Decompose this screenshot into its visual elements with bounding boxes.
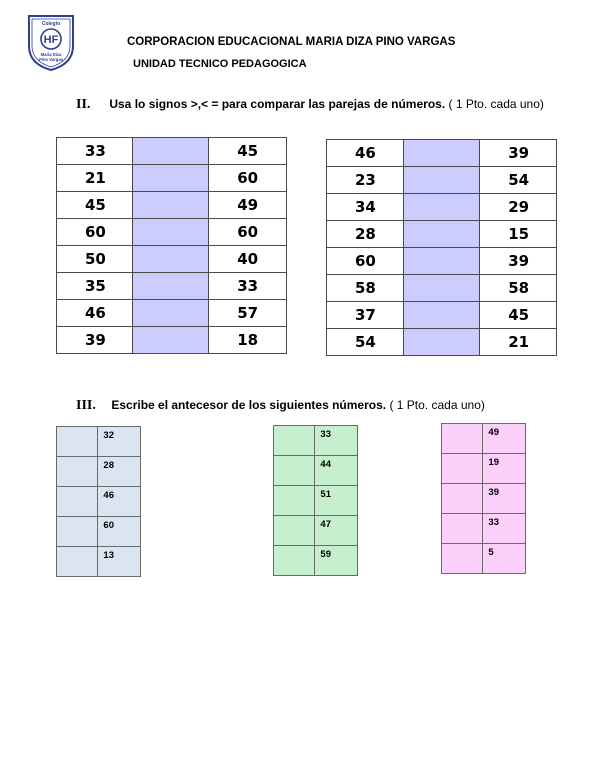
right-number: 15 [480,221,557,248]
compare-row [57,165,287,192]
predecessor-answer-cell[interactable] [57,547,98,577]
answer-sign-cell[interactable] [132,138,208,165]
compare-row [57,273,287,300]
predecessor-answer-cell[interactable] [442,454,483,484]
predecessor-answer-cell[interactable] [442,484,483,514]
predecessor-row [442,514,526,544]
right-number: 54 [480,167,557,194]
answer-sign-cell[interactable] [132,273,208,300]
predecessor-row [57,487,141,517]
given-number: 44 [315,456,358,486]
right-number: 40 [209,246,287,273]
compare-row [327,275,557,302]
left-number: 39 [57,327,133,354]
predecessor-answer-cell[interactable] [442,514,483,544]
given-number: 33 [483,514,526,544]
right-number: 39 [480,248,557,275]
left-number: 46 [57,300,133,327]
given-number: 19 [483,454,526,484]
given-number: 5 [483,544,526,574]
answer-sign-cell[interactable] [403,140,479,167]
predecessor-answer-cell[interactable] [442,424,483,454]
left-number: 60 [57,219,133,246]
predecessor-row [274,456,358,486]
given-number: 47 [315,516,358,546]
answer-sign-cell[interactable] [403,221,479,248]
answer-sign-cell[interactable] [403,302,479,329]
left-number: 54 [327,329,404,356]
left-number: 34 [327,194,404,221]
compare-row [57,219,287,246]
predecessor-table-3 [441,423,526,574]
predecessor-row [57,457,141,487]
compare-table-left [56,137,287,354]
predecessor-answer-cell[interactable] [274,426,315,456]
compare-row [57,246,287,273]
right-number: 60 [209,165,287,192]
predecessor-answer-cell[interactable] [274,546,315,576]
given-number: 59 [315,546,358,576]
answer-sign-cell[interactable] [403,194,479,221]
section2-heading [76,97,544,113]
right-number: 49 [209,192,287,219]
section2-number: II. [76,97,91,112]
logo-top-text: Colegio [41,21,61,27]
predecessor-table-1 [56,426,141,577]
school-logo [26,12,76,72]
compare-row [327,248,557,275]
right-number: 60 [209,219,287,246]
compare-row [327,194,557,221]
predecessor-answer-cell[interactable] [274,486,315,516]
compare-row [57,327,287,354]
section3-number: III. [76,398,96,413]
compare-row [327,302,557,329]
answer-sign-cell[interactable] [403,167,479,194]
section3-instruction: Escribe el antecesor de los siguientes números. [111,398,387,412]
section3-heading [76,398,485,414]
compare-table-right [326,139,557,356]
left-number: 50 [57,246,133,273]
left-number: 46 [327,140,404,167]
predecessor-row [442,544,526,574]
compare-row [327,221,557,248]
right-number: 58 [480,275,557,302]
right-number: 33 [209,273,287,300]
right-number: 39 [480,140,557,167]
predecessor-table-2 [273,425,358,576]
right-number: 21 [480,329,557,356]
right-number: 57 [209,300,287,327]
predecessor-answer-cell[interactable] [442,544,483,574]
predecessor-row [274,486,358,516]
predecessor-row [57,427,141,457]
given-number: 49 [483,424,526,454]
predecessor-row [442,454,526,484]
section2-instruction: Usa lo signos >,< = para comparar las parejas de números. [109,97,446,111]
answer-sign-cell[interactable] [132,246,208,273]
predecessor-answer-cell[interactable] [57,427,98,457]
predecessor-answer-cell[interactable] [274,516,315,546]
answer-sign-cell[interactable] [132,300,208,327]
predecessor-row [442,484,526,514]
predecessor-answer-cell[interactable] [57,457,98,487]
given-number: 28 [98,457,141,487]
compare-row [57,192,287,219]
predecessor-row [57,547,141,577]
predecessor-row [274,546,358,576]
given-number: 39 [483,484,526,514]
predecessor-answer-cell[interactable] [274,456,315,486]
answer-sign-cell[interactable] [132,327,208,354]
logo-line2: Pino Vargas [39,57,63,62]
left-number: 23 [327,167,404,194]
given-number: 13 [98,547,141,577]
answer-sign-cell[interactable] [403,329,479,356]
left-number: 58 [327,275,404,302]
left-number: 60 [327,248,404,275]
answer-sign-cell[interactable] [403,275,479,302]
compare-row [57,300,287,327]
section3-points: ( 1 Pto. cada uno) [389,398,485,412]
compare-row [327,167,557,194]
predecessor-row [442,424,526,454]
institution-title: CORPORACION EDUCACIONAL MARIA DIZA PINO VARGAS [127,36,456,48]
logo-monogram: HF [43,34,59,46]
predecessor-answer-cell[interactable] [57,487,98,517]
given-number: 33 [315,426,358,456]
right-number: 18 [209,327,287,354]
answer-sign-cell[interactable] [132,165,208,192]
right-number: 29 [480,194,557,221]
right-number: 45 [480,302,557,329]
answer-sign-cell[interactable] [403,248,479,275]
answer-sign-cell[interactable] [132,192,208,219]
predecessor-row [274,426,358,456]
left-number: 45 [57,192,133,219]
left-number: 37 [327,302,404,329]
given-number: 51 [315,486,358,516]
predecessor-row [274,516,358,546]
predecessor-row [57,517,141,547]
left-number: 28 [327,221,404,248]
right-number: 45 [209,138,287,165]
given-number: 46 [98,487,141,517]
logo-line1: Maria Diza [40,52,62,57]
left-number: 33 [57,138,133,165]
compare-row [327,140,557,167]
left-number: 35 [57,273,133,300]
given-number: 60 [98,517,141,547]
given-number: 32 [98,427,141,457]
compare-row [57,138,287,165]
section2-points: ( 1 Pto. cada uno) [448,97,544,111]
left-number: 21 [57,165,133,192]
unit-title: UNIDAD TECNICO PEDAGOGICA [133,58,307,70]
predecessor-answer-cell[interactable] [57,517,98,547]
compare-row [327,329,557,356]
answer-sign-cell[interactable] [132,219,208,246]
